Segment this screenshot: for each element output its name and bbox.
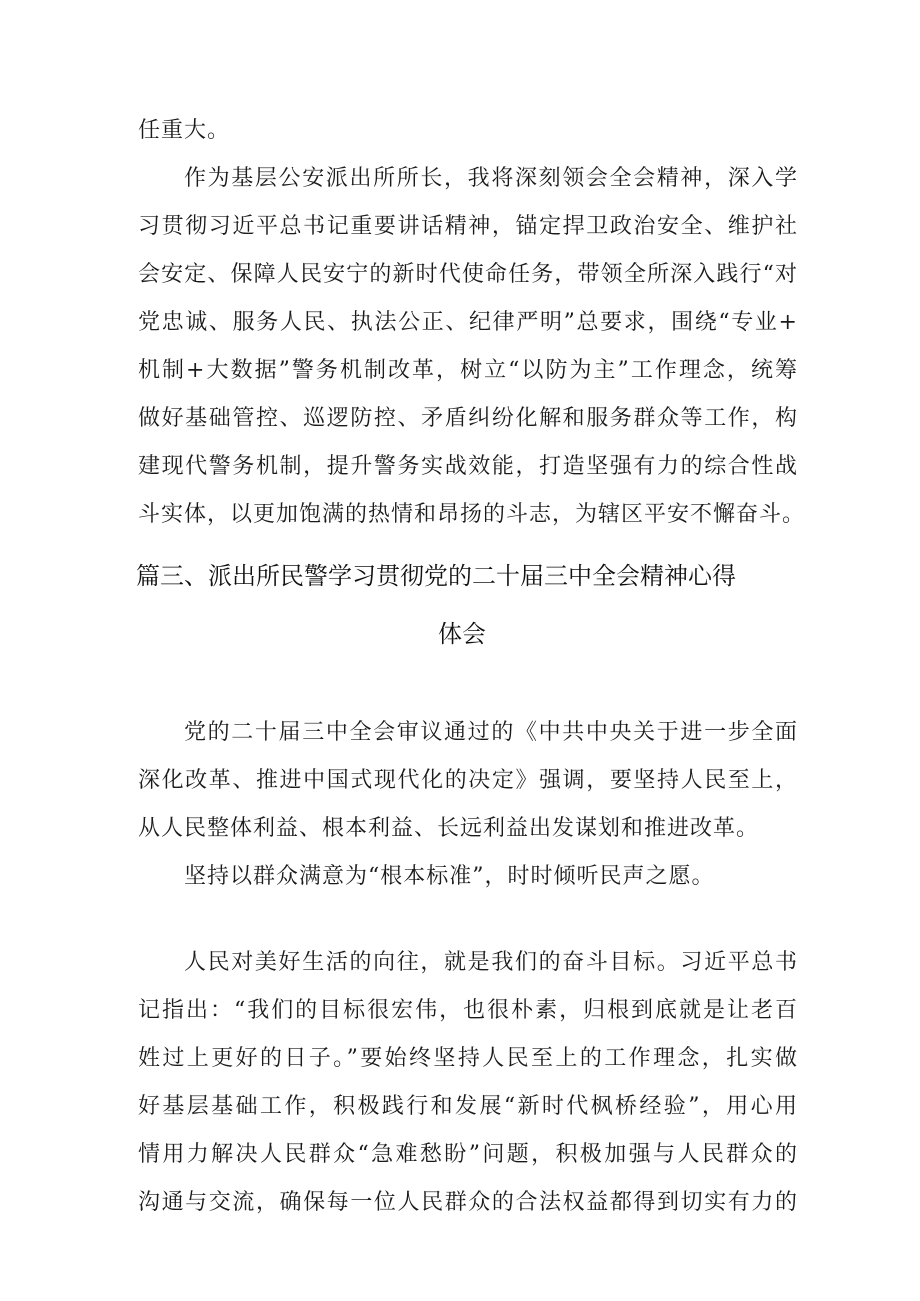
paragraph-line: 建现代警务机制，提升警务实战效能，打造坚强有力的综合性战: [138, 454, 798, 479]
section-heading: 篇三、派出所民警学习贯彻党的二十届三中全会精神心得: [136, 562, 736, 590]
subheading: 坚持以群众满意为“根本标准”，时时倾听民声之愿。: [184, 864, 715, 889]
paragraph-line: 情用力解决人民群众“急难愁盼”问题，积极加强与人民群众的: [138, 1142, 798, 1167]
paragraph-line: 党忠诚、服务人民、执法公正、纪律严明”总要求，围绕“专业+: [138, 310, 798, 335]
paragraph-line: 习贯彻习近平总书记重要讲话精神，锚定捍卫政治安全、维护社: [138, 214, 798, 239]
paragraph-line: 姓过上更好的日子。”要始终坚持人民至上的工作理念，扎实做: [138, 1046, 798, 1071]
paragraph-line: 深化改革、推进中国式现代化的决定》强调，要坚持人民至上，: [138, 768, 798, 793]
paragraph-line: 党的二十届三中全会审议通过的《中共中央关于进一步全面: [184, 720, 798, 745]
paragraph-line: 作为基层公安派出所所长，我将深刻领会全会精神，深入学: [184, 166, 798, 191]
paragraph-line: 会安定、保障人民安宁的新时代使命任务，带领全所深入践行“对: [138, 262, 798, 287]
paragraph-line: 从人民整体利益、根本利益、长远利益出发谋划和推进改革。: [138, 816, 760, 841]
paragraph-line: 做好基础管控、巡逻防控、矛盾纠纷化解和服务群众等工作，构: [138, 406, 798, 431]
paragraph-line: 斗实体，以更加饱满的热情和昂扬的斗志，为辖区平安不懈奋斗。: [138, 502, 806, 527]
paragraph-line: 任重大。: [138, 118, 231, 143]
paragraph-line: 人民对美好生活的向往，就是我们的奋斗目标。习近平总书: [184, 950, 798, 975]
paragraph-line: 沟通与交流，确保每一位人民群众的合法权益都得到切实有力的: [138, 1190, 798, 1215]
paragraph-line: 好基层基础工作，积极践行和发展“新时代枫桥经验”，用心用: [138, 1094, 798, 1119]
section-heading-continuation: 体会: [438, 620, 486, 648]
paragraph-line: 记指出：“我们的目标很宏伟，也很朴素，归根到底就是让老百: [138, 998, 798, 1023]
paragraph-line: 机制+大数据”警务机制改革，树立“以防为主”工作理念，统筹: [138, 358, 798, 383]
